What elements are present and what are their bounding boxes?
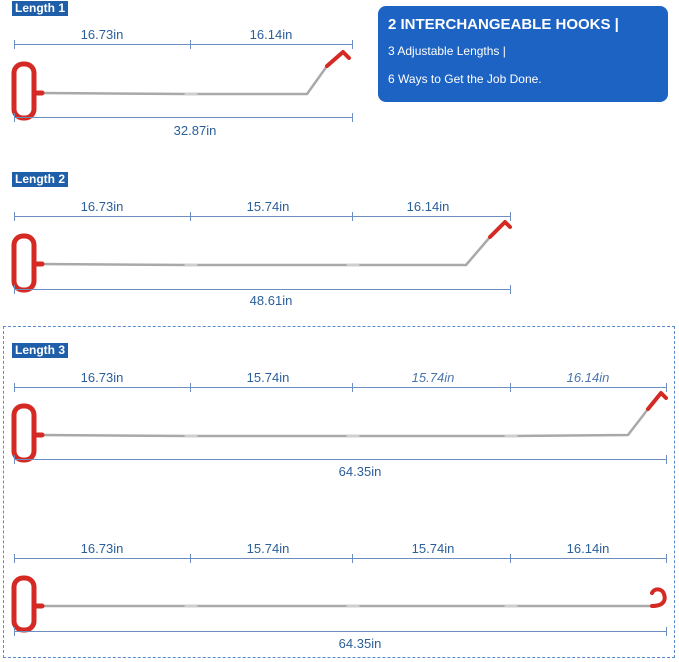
length-3a-segment-4: 16.14in bbox=[566, 370, 610, 385]
length-1-total: 32.87in bbox=[173, 123, 217, 138]
length-1-tag: Length 1 bbox=[12, 1, 68, 16]
length-3b-segment-3: 15.74in bbox=[411, 541, 455, 556]
length-3b-segment-1: 16.73in bbox=[80, 541, 124, 556]
panel-line-lengths: 3 Adjustable Lengths | bbox=[388, 44, 506, 58]
dim-tick bbox=[14, 627, 15, 636]
length-2-segment-3: 16.14in bbox=[406, 199, 450, 214]
length-3a-segment-2: 15.74in bbox=[246, 370, 290, 385]
length-3-tag: Length 3 bbox=[12, 343, 68, 358]
length-2-tag: Length 2 bbox=[12, 172, 68, 187]
length-2-segment-1: 16.73in bbox=[80, 199, 124, 214]
dim-tick bbox=[666, 627, 667, 636]
length-3b-segment-2: 15.74in bbox=[246, 541, 290, 556]
length-3b-total: 64.35in bbox=[338, 636, 382, 651]
length-2-segment-2: 15.74in bbox=[246, 199, 290, 214]
length-3b-segment-4: 16.14in bbox=[566, 541, 610, 556]
length-2-total: 48.61in bbox=[249, 293, 293, 308]
panel-headline: 2 INTERCHANGEABLE HOOKS | bbox=[388, 16, 619, 33]
length-1-segment-2: 16.14in bbox=[249, 27, 293, 42]
panel-line-ways: 6 Ways to Get the Job Done. bbox=[388, 72, 542, 86]
length-3a-segment-3: 15.74in bbox=[411, 370, 455, 385]
length-3a-segment-1: 16.73in bbox=[80, 370, 124, 385]
length-1-segment-1: 16.73in bbox=[80, 27, 124, 42]
length-3b-total-dim-line bbox=[14, 631, 666, 632]
length-3a-total: 64.35in bbox=[338, 464, 382, 479]
